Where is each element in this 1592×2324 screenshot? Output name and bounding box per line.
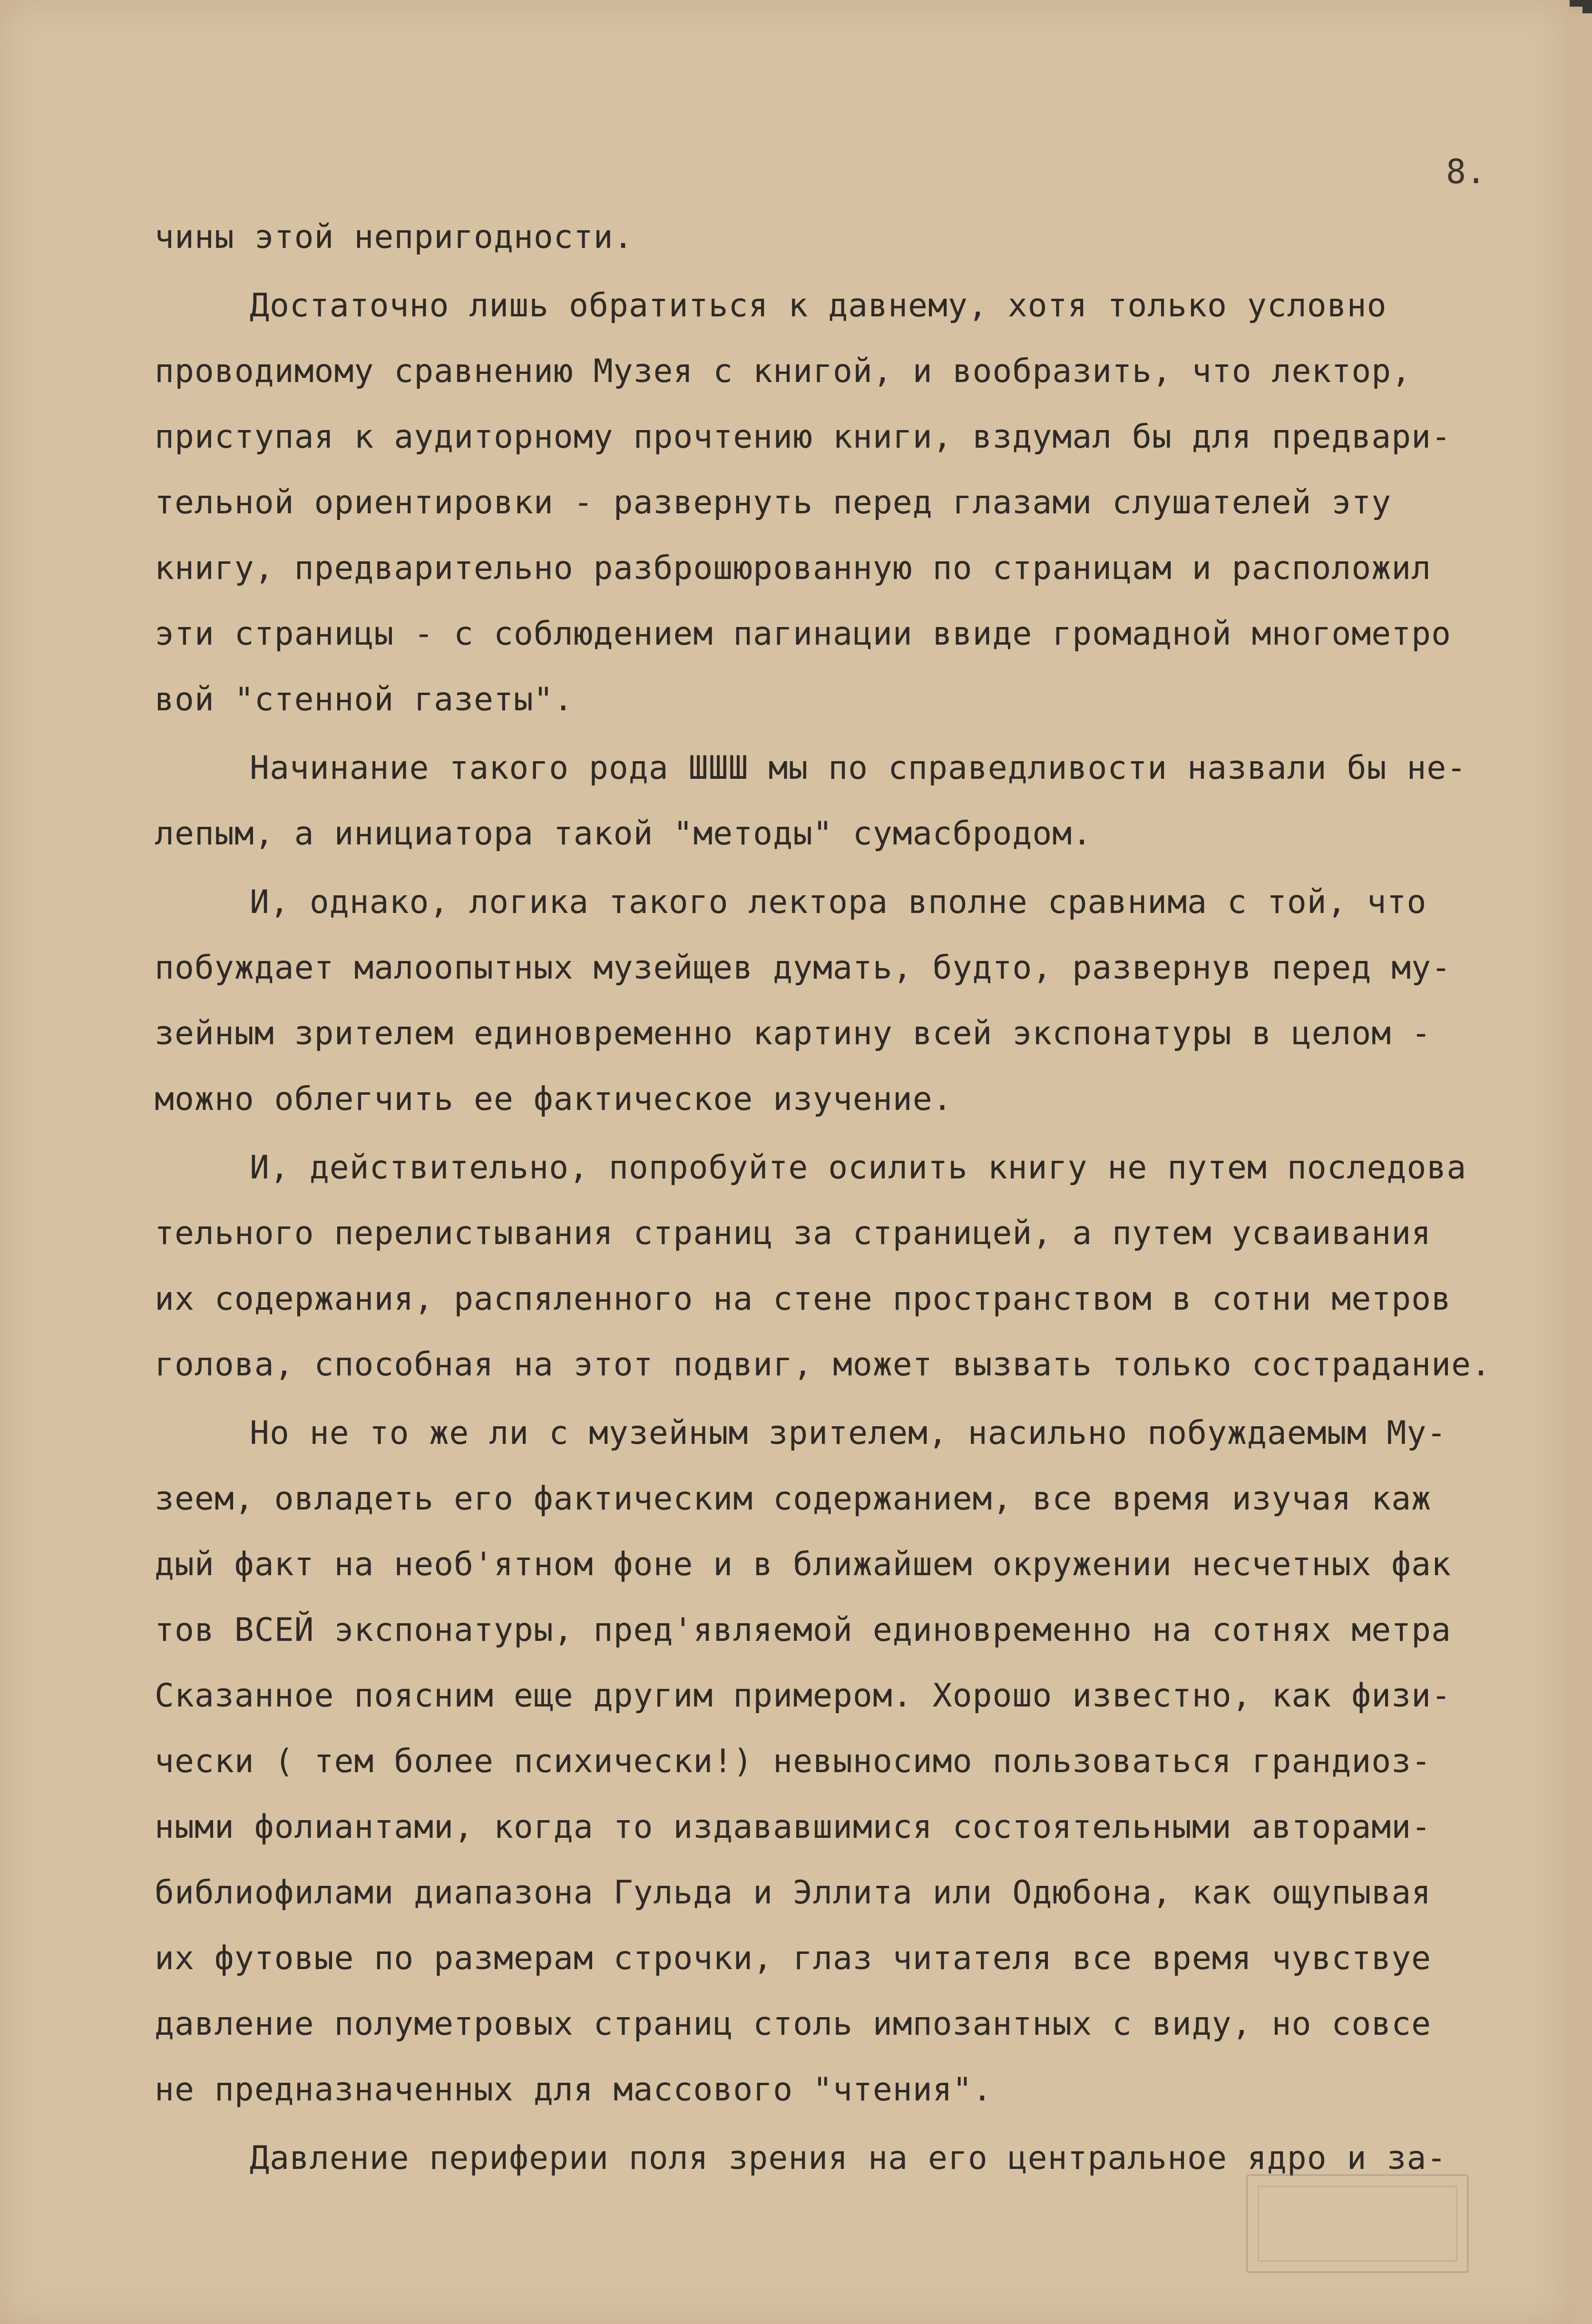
text-line: И, однако, логика такого лектора вполне сравнима с той, что	[250, 883, 1427, 921]
text-line: Но не то же ли с музейным зрителем, насильно побуждаемым Му-	[250, 1414, 1447, 1452]
text-line: их содержания, распяленного на стене пространством в сотни метров	[155, 1280, 1452, 1318]
text-line: их футовые по размерам строчки, глаз читателя все время чувствуе	[155, 1940, 1432, 1977]
text-line: можно облегчить ее фактическое изучение.	[155, 1080, 953, 1118]
text-line: зеем, овладеть его фактическим содержанием, все время изучая каж	[155, 1480, 1432, 1518]
text-line: приступая к аудиторному прочтению книги, вздумал бы для предвари-	[155, 418, 1452, 456]
text-line: книгу, предварительно разброшюрованную по страницам и расположил	[155, 549, 1432, 587]
archive-stamp	[1246, 2174, 1469, 2273]
text-line: Достаточно лишь обратиться к давнему, хотя только условно	[250, 287, 1387, 324]
text-line: вой "стенной газеты".	[155, 681, 574, 718]
text-line: голова, способная на этот подвиг, может вызвать только сострадание.	[155, 1346, 1491, 1383]
typed-text	[155, 205, 1563, 2191]
text-line: чины этой непригодности.	[155, 218, 634, 256]
text-line: ными фолиантами, когда то издававшимися состоятельными авторами-	[155, 1808, 1432, 1846]
text-line: давление полуметровых страниц столь импозантных с виду, но совсе	[155, 2005, 1432, 2043]
text-line: побуждает малоопытных музейщев думать, будто, развернув перед му-	[155, 949, 1452, 987]
text-line: лепым, а инициатора такой "методы" сумасбродом.	[155, 815, 1093, 853]
archive-stamp-border	[1258, 2186, 1457, 2262]
text-line: эти страницы - с соблюдением пагинации ввиде громадной многометро	[155, 615, 1452, 653]
text-line: И, действительно, попробуйте осилить книгу не путем последова	[250, 1149, 1467, 1187]
text-line: не предназначенных для массового "чтения".	[155, 2071, 993, 2108]
text-line: чески ( тем более психически!) невыносимо пользоваться грандиоз-	[155, 1743, 1432, 1780]
text-line: дый факт на необ'ятном фоне и в ближайшем окружении несчетных фак	[155, 1546, 1452, 1583]
text-line: зейным зрителем единовременно картину всей экспонатуры в целом -	[155, 1015, 1432, 1052]
text-line: Начинание такого рода ШШШ мы по справедливости назвали бы не-	[250, 749, 1467, 787]
text-line: тельной ориентировки - развернуть перед глазами слушателей эту	[155, 484, 1392, 521]
text-line: библиофилами диапазона Гульда и Эллита или Одюбона, как ощупывая	[155, 1874, 1432, 1912]
page-number: 8.	[1446, 152, 1486, 191]
text-line: тов ВСЕЙ экспонатуры, пред'являемой единовременно на сотнях метра	[155, 1611, 1452, 1649]
text-line: Давление периферии поля зрения на его центральное ядро и за-	[250, 2139, 1447, 2177]
text-line: Сказанное поясним еще другим примером. Хорошо известно, как физи-	[155, 1677, 1452, 1715]
text-line: тельного перелистывания страниц за страницей, а путем усваивания	[155, 1215, 1432, 1252]
text-line: проводимому сравнению Музея с книгой, и вообразить, что лектор,	[155, 353, 1412, 390]
